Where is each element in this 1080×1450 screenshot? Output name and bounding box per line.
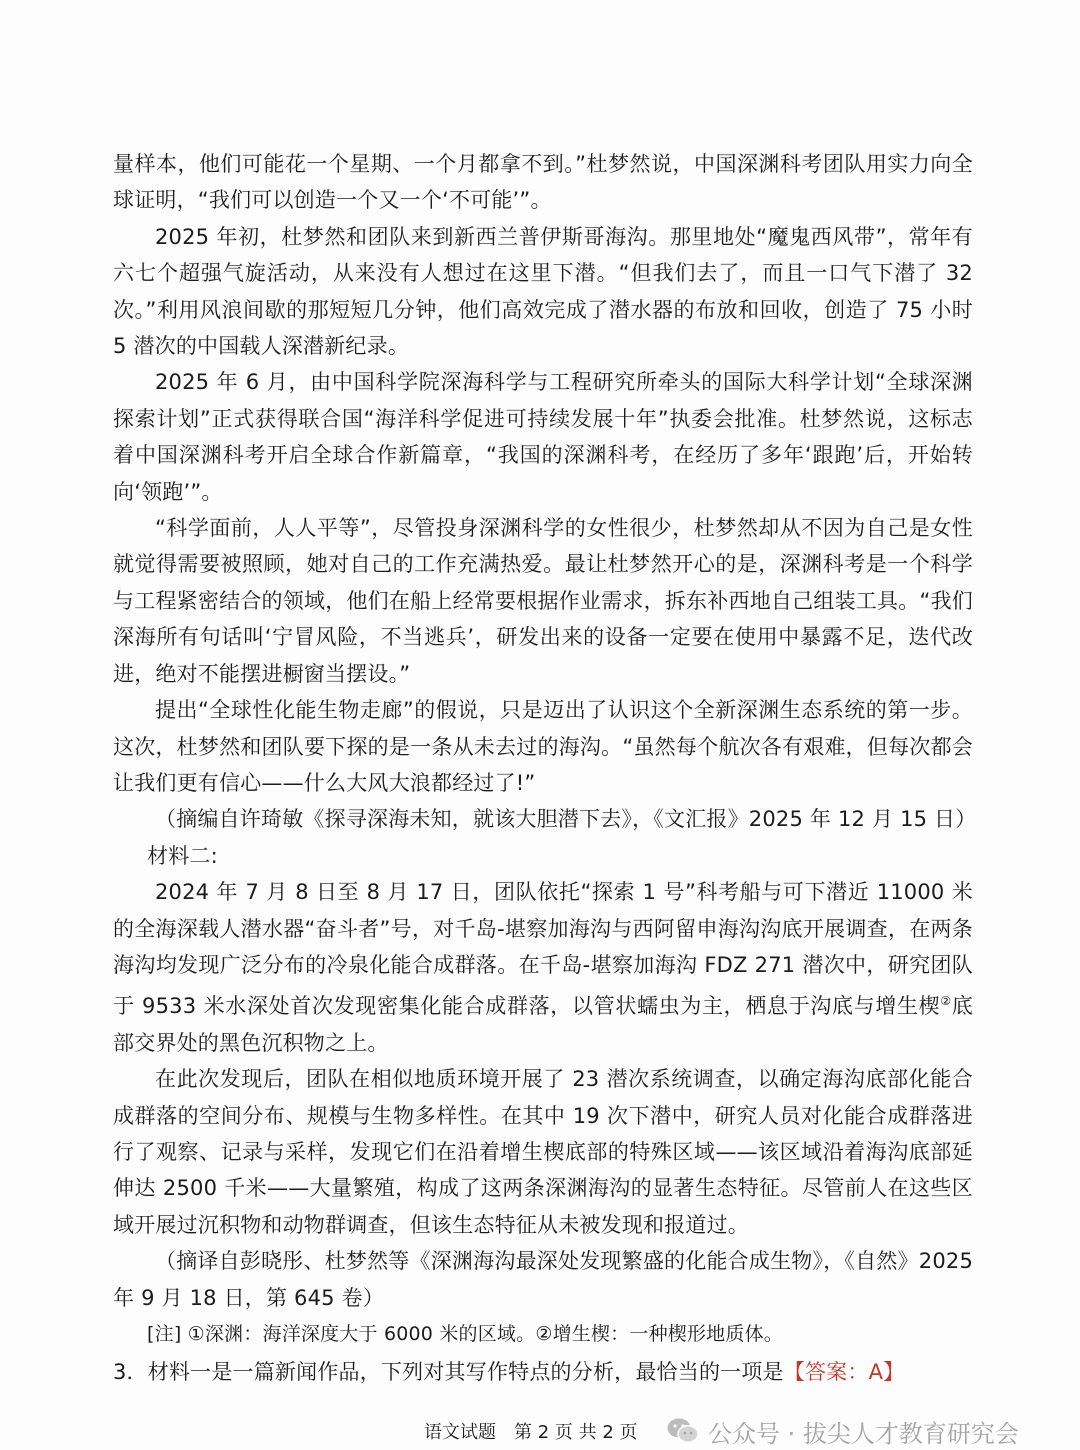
paragraph: 2025 年 6 月，由中国科学院深海科学与工程研究所牵头的国际大科学计划“全球深渊探索计划”正式获得联合国“海洋科学促进可持续发展十年”执委会批准。杜梦然说，这标志着中国深渊科考开启全球合作新篇章，“我国的深渊科考，在经历了多年‘跟跑’后，开始转向‘领跑’”。 <box>113 370 973 504</box>
paragraph-text: 底部交界处的黑色沉积物之上。 <box>113 994 973 1055</box>
footnote-marker: ② <box>940 994 952 1009</box>
paragraph-with-footnote <box>113 874 973 1061</box>
paragraph: “科学面前，人人平等”，尽管投身深渊科学的女性很少，杜梦然却从不因为自己是女性就觉得需要被照顾，她对自己的工作充满热爱。最让杜梦然开心的是，深渊科考是一个科学与工程紧密结合的领域，他们在船上经常要根据作业需求，拆东补西地自己组装工具。“我们深海所有句话叫‘宁冒风险，不当逃兵’，研发出来的设备一定要在使用中暴露不足，迭代改进，绝对不能摆进橱窗当摆设。” <box>113 516 973 686</box>
watermark-text: 公众号 · 拔尖人才教育研究会 <box>708 1419 1019 1448</box>
source-citation-1: （摘编自许琦敏《探寻深海未知，就该大胆潜下去》，《文汇报》2025 年 12 月 15 日） <box>155 807 977 832</box>
paragraph-text: 2024 年 7 月 8 日至 8 月 17 日，团队依托“探索 1 号”科考船与可下潜近 11000 米的全海深载人潜水器“奋斗者”号，对千岛-堪察加海沟与西阿留申海沟沟底开展调查，在两条海沟均发现广泛分布的冷泉化能合成群落。在千岛-堪察加海沟 FDZ 271 潜次中，研究团队于 9533 米水深处首次发现密集化能合成群落，以管状蠕虫为主，栖息于沟底与增生楔 <box>113 880 973 1019</box>
watermark <box>666 1414 1019 1448</box>
question-text: 3．材料一是一篇新闻作品，下列对其写作特点的分析，最恰当的一项是 <box>113 1360 784 1385</box>
answer-badge: 【答案：A】 <box>783 1360 905 1385</box>
paragraph-continued: 量样本，他们可能花一个星期、一个月都拿不到。”杜梦然说，中国深渊科考团队用实力向全球证明，“我们可以创造一个又一个‘不可能’”。 <box>113 152 973 213</box>
paragraph: 在此次发现后，团队在相似地质环境开展了 23 潜次系统调查，以确定海沟底部化能合成群落的空间分布、规模与生物多样性。在其中 19 次下潜中，研究人员对化能合成群落进行了观察、记录与采样，发现它们在沿着增生楔底部的特殊区域——该区域沿着海沟底部延伸达 2500 千米——大量繁殖，构成了这两条深渊海沟的显著生态特征。尽管前人在这些区域开展过沉积物和动物群调查，但该生态特征从未被发现和报道过。 <box>113 1067 973 1237</box>
paragraph: 2025 年初，杜梦然和团队来到新西兰普伊斯哥海沟。那里地处“魔鬼西风带”，常年有六七个超强气旋活动，从来没有人想过在这里下潜。“但我们去了，而且一口气下潜了 32 次。”利用风浪间歇的那短短几分钟，他们高效完成了潜水器的布放和回收，创造了 75 小时 5 潜次的中国载人深潜新纪录。 <box>113 224 973 359</box>
question-3 <box>113 1354 973 1390</box>
page-number: 语文试题 第 2 页 共 2 页 <box>424 1422 638 1443</box>
paragraph: 提出“全球性化能生物走廊”的假说，只是迈出了认识这个全新深渊生态系统的第一步。这次，杜梦然和团队要下探的是一条从未去过的海沟。“虽然每个航次各有艰难，但每次都会让我们更有信心——什么大风大浪都经过了!” <box>113 698 973 795</box>
wechat-icon <box>666 1416 700 1446</box>
source-citation-2: （摘译自彭晓彤、杜梦然等《深渊海沟最深处发现繁盛的化能合成生物》，《自然》2025 年 9 月 18 日，第 645 卷） <box>113 1249 973 1310</box>
material-two-heading: 材料二: <box>147 843 218 868</box>
document-body <box>113 146 977 1391</box>
footnotes: [注] ①深渊：海洋深度大于 6000 米的区域。②增生楔：一种楔形地质体。 <box>147 1323 783 1345</box>
